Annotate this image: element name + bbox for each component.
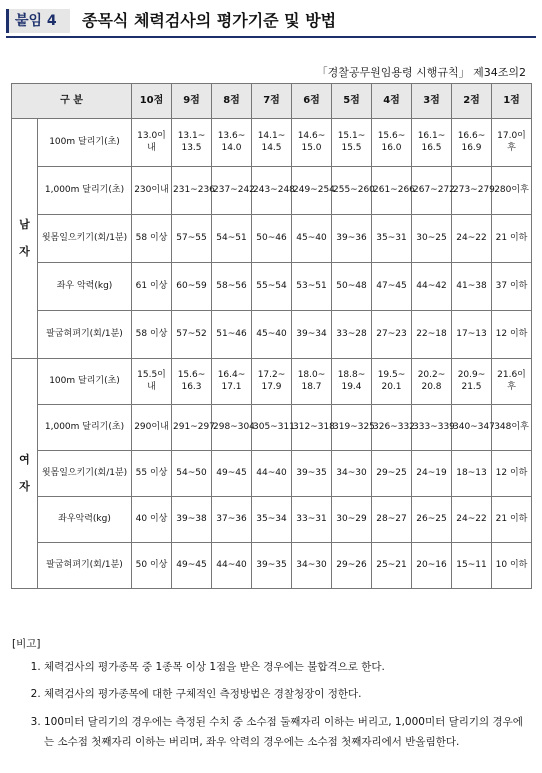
item-cell: 1,000m 달리기(초): [38, 167, 132, 215]
score-cell: 18.0~ 18.7: [292, 359, 332, 405]
score-cell: 290이내: [132, 405, 172, 451]
notes-section: [12, 636, 532, 760]
table-row: [12, 359, 532, 405]
score-cell: 50~46: [252, 215, 292, 263]
item-cell: 좌우악력(kg): [38, 497, 132, 543]
score-cell: 12 이하: [492, 311, 532, 359]
score-cell: 13.1~ 13.5: [172, 119, 212, 167]
score-cell: 55 이상: [132, 451, 172, 497]
source-reference: 「경찰공무원임용령 시행규칙」 제34조의2: [316, 66, 526, 79]
score-cell: 39~34: [292, 311, 332, 359]
page-title: 종목식 체력검사의 평가기준 및 방법: [82, 11, 337, 30]
table-row: [12, 451, 532, 497]
score-cell: 20.2~ 20.8: [412, 359, 452, 405]
notes-label: [비고]: [12, 638, 41, 650]
table-row: [12, 311, 532, 359]
score-cell: 19.5~ 20.1: [372, 359, 412, 405]
score-cell: 21 이하: [492, 497, 532, 543]
score-cell: 39~38: [172, 497, 212, 543]
item-cell: 팔굽혀펴기(회/1분): [38, 311, 132, 359]
score-cell: 13.6~ 14.0: [212, 119, 252, 167]
score-cell: 58 이상: [132, 215, 172, 263]
score-cell: 49~45: [172, 543, 212, 589]
score-cell: 326~332: [372, 405, 412, 451]
score-cell: 291~297: [172, 405, 212, 451]
score-cell: 35~31: [372, 215, 412, 263]
score-cell: 61 이상: [132, 263, 172, 311]
score-cell: 20.9~ 21.5: [452, 359, 492, 405]
score-cell: 18~13: [452, 451, 492, 497]
score-cell: 55~54: [252, 263, 292, 311]
score-cell: 231~236: [172, 167, 212, 215]
score-cell: 21.6이후: [492, 359, 532, 405]
score-cell: 28~27: [372, 497, 412, 543]
score-cell: 34~30: [332, 451, 372, 497]
score-cell: 60~59: [172, 263, 212, 311]
item-cell: 1,000m 달리기(초): [38, 405, 132, 451]
score-cell: 17~13: [452, 311, 492, 359]
score-cell: 40 이상: [132, 497, 172, 543]
attachment-badge: 붙임 4: [6, 9, 70, 33]
score-cell: 37 이하: [492, 263, 532, 311]
score-cell: 298~304: [212, 405, 252, 451]
score-cell: 44~42: [412, 263, 452, 311]
score-cell: 27~23: [372, 311, 412, 359]
notes-list: [12, 657, 532, 753]
score-cell: 29~26: [332, 543, 372, 589]
score-cell: 15.1~ 15.5: [332, 119, 372, 167]
score-cell: 57~55: [172, 215, 212, 263]
score-cell: 33~28: [332, 311, 372, 359]
score-cell: 45~40: [292, 215, 332, 263]
score-cell: 57~52: [172, 311, 212, 359]
score-cell: 17.2~ 17.9: [252, 359, 292, 405]
score-cell: 29~25: [372, 451, 412, 497]
score-cell: 17.0이후: [492, 119, 532, 167]
item-cell: 100m 달리기(초): [38, 359, 132, 405]
table-row: [12, 405, 532, 451]
score-cell: 333~339: [412, 405, 452, 451]
header-score: 6점: [292, 84, 332, 119]
score-cell: 35~34: [252, 497, 292, 543]
score-cell: 280이후: [492, 167, 532, 215]
score-cell: 41~38: [452, 263, 492, 311]
score-cell: 22~18: [412, 311, 452, 359]
score-cell: 14.6~ 15.0: [292, 119, 332, 167]
table-row: [12, 497, 532, 543]
score-cell: 30~25: [412, 215, 452, 263]
score-cell: 243~248: [252, 167, 292, 215]
table-body: [12, 119, 532, 589]
score-cell: 30~29: [332, 497, 372, 543]
score-cell: 47~45: [372, 263, 412, 311]
item-cell: 윗몸일으키기(회/1분): [38, 215, 132, 263]
score-cell: 26~25: [412, 497, 452, 543]
score-cell: 15.5이내: [132, 359, 172, 405]
score-cell: 53~51: [292, 263, 332, 311]
score-cell: 261~266: [372, 167, 412, 215]
score-cell: 58~56: [212, 263, 252, 311]
score-cell: 45~40: [252, 311, 292, 359]
note-item: 3. 100미터 달리기의 경우에는 측정된 수치 중 소수점 둘째자리 이하는 버리고, 1,000미터 달리기의 경우에는 소수점 첫째자리 이하는 버리며, 좌우 악력의 경우에는 소수점 첫째자리에서 반올림한다.: [44, 712, 532, 753]
item-cell: 좌우 악력(kg): [38, 263, 132, 311]
score-cell: 13.0이내: [132, 119, 172, 167]
score-cell: 37~36: [212, 497, 252, 543]
score-cell: 51~46: [212, 311, 252, 359]
score-cell: 348이후: [492, 405, 532, 451]
score-cell: 255~260: [332, 167, 372, 215]
note-item: 1. 체력검사의 평가종목 중 1종목 이상 1점을 받은 경우에는 불합격으로 한다.: [44, 657, 532, 677]
header-category: 구 분: [12, 84, 132, 119]
score-cell: 39~36: [332, 215, 372, 263]
score-cell: 39~35: [292, 451, 332, 497]
gender-cell: 남 자: [12, 119, 38, 359]
table-row: [12, 215, 532, 263]
score-cell: 230이내: [132, 167, 172, 215]
table-row: [12, 543, 532, 589]
header-divider: [6, 36, 536, 38]
score-cell: 14.1~ 14.5: [252, 119, 292, 167]
score-cell: 54~50: [172, 451, 212, 497]
score-cell: 273~279: [452, 167, 492, 215]
score-cell: 12 이하: [492, 451, 532, 497]
score-cell: 50~48: [332, 263, 372, 311]
header-score: 1점: [492, 84, 532, 119]
score-cell: 267~272: [412, 167, 452, 215]
evaluation-table: [11, 83, 532, 589]
page-header: [6, 8, 536, 34]
score-cell: 15.6~ 16.3: [172, 359, 212, 405]
score-cell: 312~318: [292, 405, 332, 451]
header-score: 7점: [252, 84, 292, 119]
score-cell: 54~51: [212, 215, 252, 263]
score-cell: 24~22: [452, 215, 492, 263]
score-cell: 20~16: [412, 543, 452, 589]
header-score: 5점: [332, 84, 372, 119]
item-cell: 윗몸일으키기(회/1분): [38, 451, 132, 497]
score-cell: 50 이상: [132, 543, 172, 589]
score-cell: 10 이하: [492, 543, 532, 589]
score-cell: 16.1~ 16.5: [412, 119, 452, 167]
score-cell: 33~31: [292, 497, 332, 543]
gender-cell: 여 자: [12, 359, 38, 589]
score-cell: 340~347: [452, 405, 492, 451]
note-item: 2. 체력검사의 평가종목에 대한 구체적인 측정방법은 경찰청장이 정한다.: [44, 684, 532, 704]
score-cell: 319~325: [332, 405, 372, 451]
table-header-row: [12, 84, 532, 119]
header-score: 10점: [132, 84, 172, 119]
score-cell: 305~311: [252, 405, 292, 451]
score-cell: 24~19: [412, 451, 452, 497]
header-score: 9점: [172, 84, 212, 119]
score-cell: 18.8~ 19.4: [332, 359, 372, 405]
header-score: 4점: [372, 84, 412, 119]
score-cell: 16.6~ 16.9: [452, 119, 492, 167]
score-cell: 15.6~ 16.0: [372, 119, 412, 167]
score-cell: 58 이상: [132, 311, 172, 359]
score-cell: 249~254: [292, 167, 332, 215]
header-score: 3점: [412, 84, 452, 119]
item-cell: 100m 달리기(초): [38, 119, 132, 167]
header-score: 8점: [212, 84, 252, 119]
score-cell: 39~35: [252, 543, 292, 589]
header-score: 2점: [452, 84, 492, 119]
score-cell: 237~242: [212, 167, 252, 215]
score-cell: 25~21: [372, 543, 412, 589]
score-cell: 34~30: [292, 543, 332, 589]
score-cell: 16.4~ 17.1: [212, 359, 252, 405]
score-cell: 24~22: [452, 497, 492, 543]
score-cell: 49~45: [212, 451, 252, 497]
score-cell: 21 이하: [492, 215, 532, 263]
score-cell: 15~11: [452, 543, 492, 589]
table-row: [12, 119, 532, 167]
score-cell: 44~40: [212, 543, 252, 589]
score-cell: 44~40: [252, 451, 292, 497]
table-row: [12, 167, 532, 215]
item-cell: 팔굽혀펴기(회/1분): [38, 543, 132, 589]
table-row: [12, 263, 532, 311]
